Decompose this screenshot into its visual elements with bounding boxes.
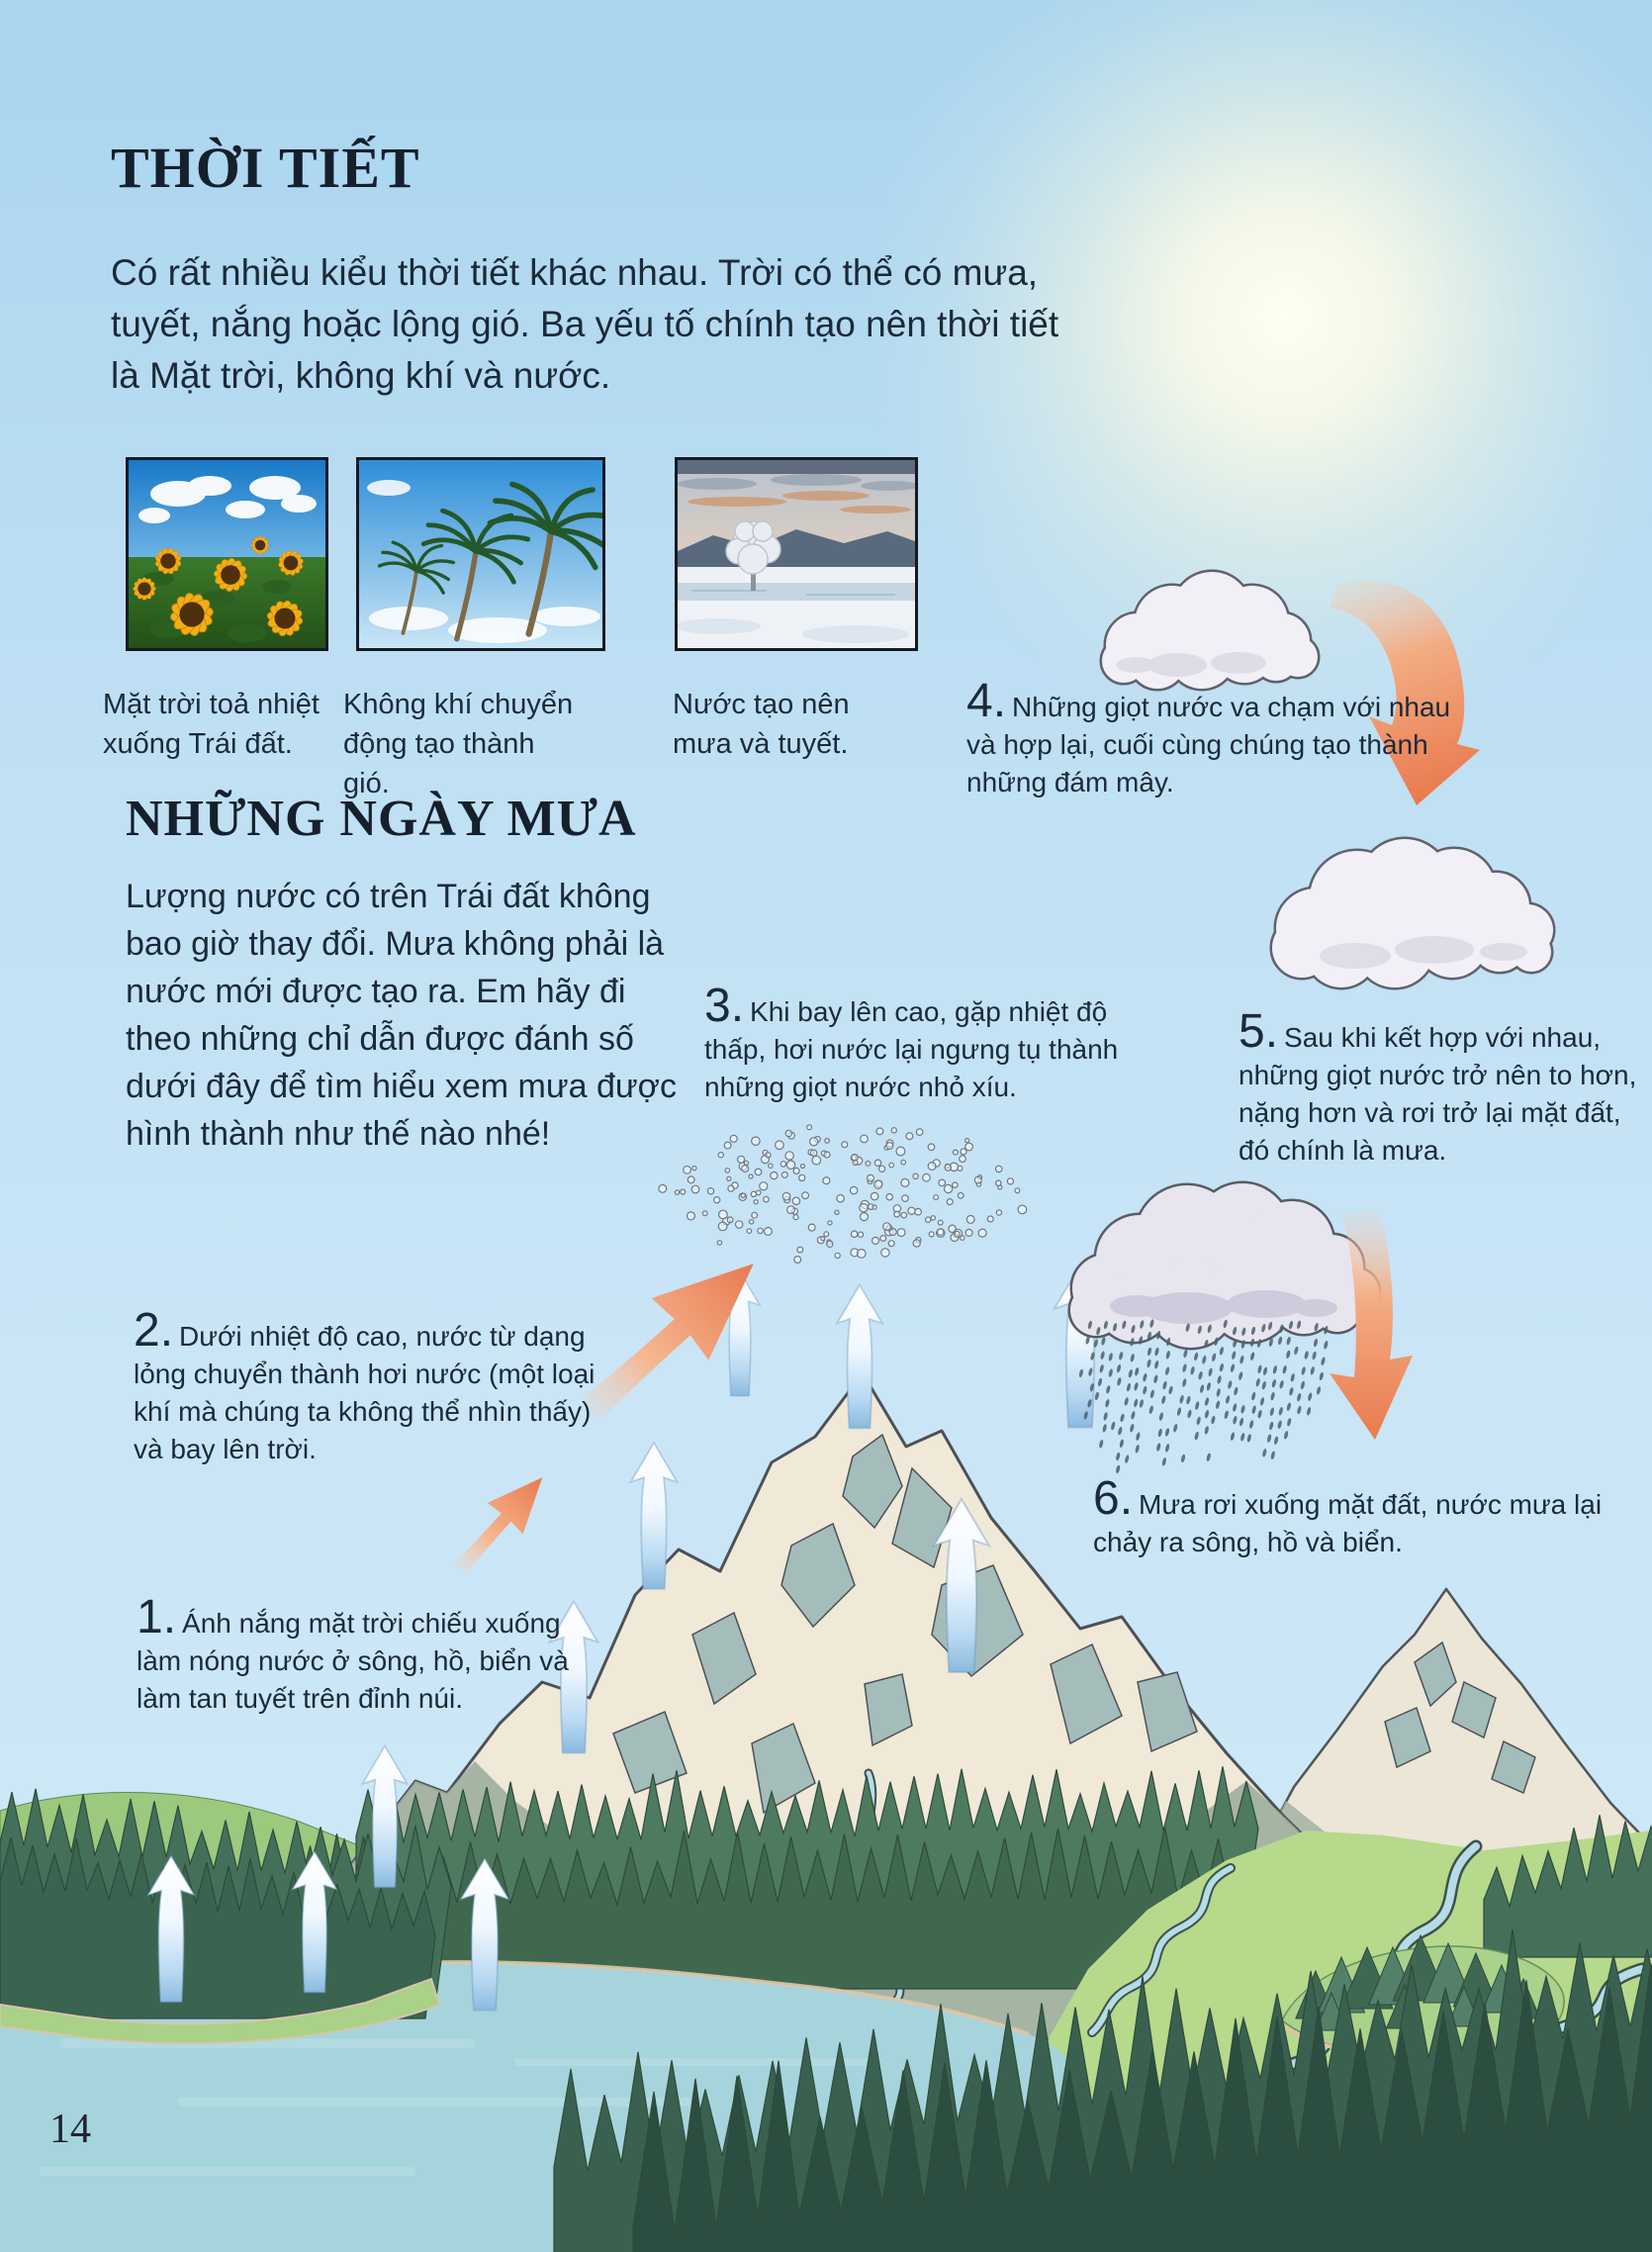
palm-photo-art xyxy=(359,460,602,648)
winter-photo-art xyxy=(678,460,915,648)
step-2 xyxy=(134,1304,608,1468)
step-1 xyxy=(137,1591,597,1718)
page-number: 14 xyxy=(49,2107,91,2152)
step-6-number: 6. xyxy=(1093,1472,1134,1525)
photo-sunny-sunflowers xyxy=(126,457,328,651)
section-paragraph: Lượng nước có trên Trái đất không bao giờ thay đổi. Mưa không phải là nước mới được tạo ra. Em hãy đi theo những chỉ dẫn được đánh số dưới đây để tìm hiểu xem mưa được hình thành như thế nào nhé! xyxy=(126,878,677,1153)
step-1-text: Ánh nắng mặt trời chiếu xuống làm nóng nước ở sông, hồ, biển và làm tan tuyết trên đỉnh núi. xyxy=(137,1608,569,1714)
step-4 xyxy=(966,675,1461,801)
sunflower-photo-art xyxy=(129,460,325,648)
section-heading: NHỮNG NGÀY MƯA xyxy=(126,791,637,847)
step-5-text: Sau khi kết hợp với nhau, những giọt nước trở nên to hơn, nặng hơn và rơi trở lại mặt đất, đó chính là mưa. xyxy=(1239,1022,1637,1166)
step-2-number: 2. xyxy=(134,1304,174,1357)
intro-paragraph: Có rất nhiều kiểu thời tiết khác nhau. Trời có thể có mưa, tuyết, nắng hoặc lộng gió. Ba yếu tố chính tạo nên thời tiết là Mặt trời, không khí và nước. xyxy=(111,252,1059,396)
page-title: THỜI TIẾT xyxy=(111,136,420,200)
photo-caption-sun: Mặt trời toả nhiệt xuống Trái đất. xyxy=(103,689,320,760)
step-1-number: 1. xyxy=(137,1591,177,1643)
step-4-number: 4. xyxy=(966,675,1007,727)
step-3-text: Khi bay lên cao, gặp nhiệt độ thấp, hơi nước lại ngưng tụ thành những giọt nước nhỏ xíu. xyxy=(704,996,1119,1102)
step-6 xyxy=(1093,1472,1607,1561)
step-3-number: 3. xyxy=(704,980,745,1032)
step-6-text: Mưa rơi xuống mặt đất, nước mưa lại chảy ra sông, hồ và biển. xyxy=(1093,1489,1603,1557)
step-2-text: Dưới nhiệt độ cao, nước từ dạng lỏng chuyển thành hơi nước (một loại khí mà chúng ta không thể nhìn thấy) và bay lên trời. xyxy=(134,1321,596,1464)
step-4-text: Những giọt nước va chạm với nhau và hợp lại, cuối cùng chúng tạo thành những đám mây. xyxy=(966,692,1451,798)
step-5 xyxy=(1239,1005,1639,1170)
photo-windy-palms xyxy=(356,457,605,651)
step-3 xyxy=(704,980,1149,1106)
photo-caption-snow: Nước tạo nên mưa và tuyết. xyxy=(673,689,850,760)
step-5-number: 5. xyxy=(1239,1005,1279,1058)
photo-snowy-landscape xyxy=(675,457,918,651)
photo-caption-wind: Không khí chuyển động tạo thành gió. xyxy=(343,689,574,799)
